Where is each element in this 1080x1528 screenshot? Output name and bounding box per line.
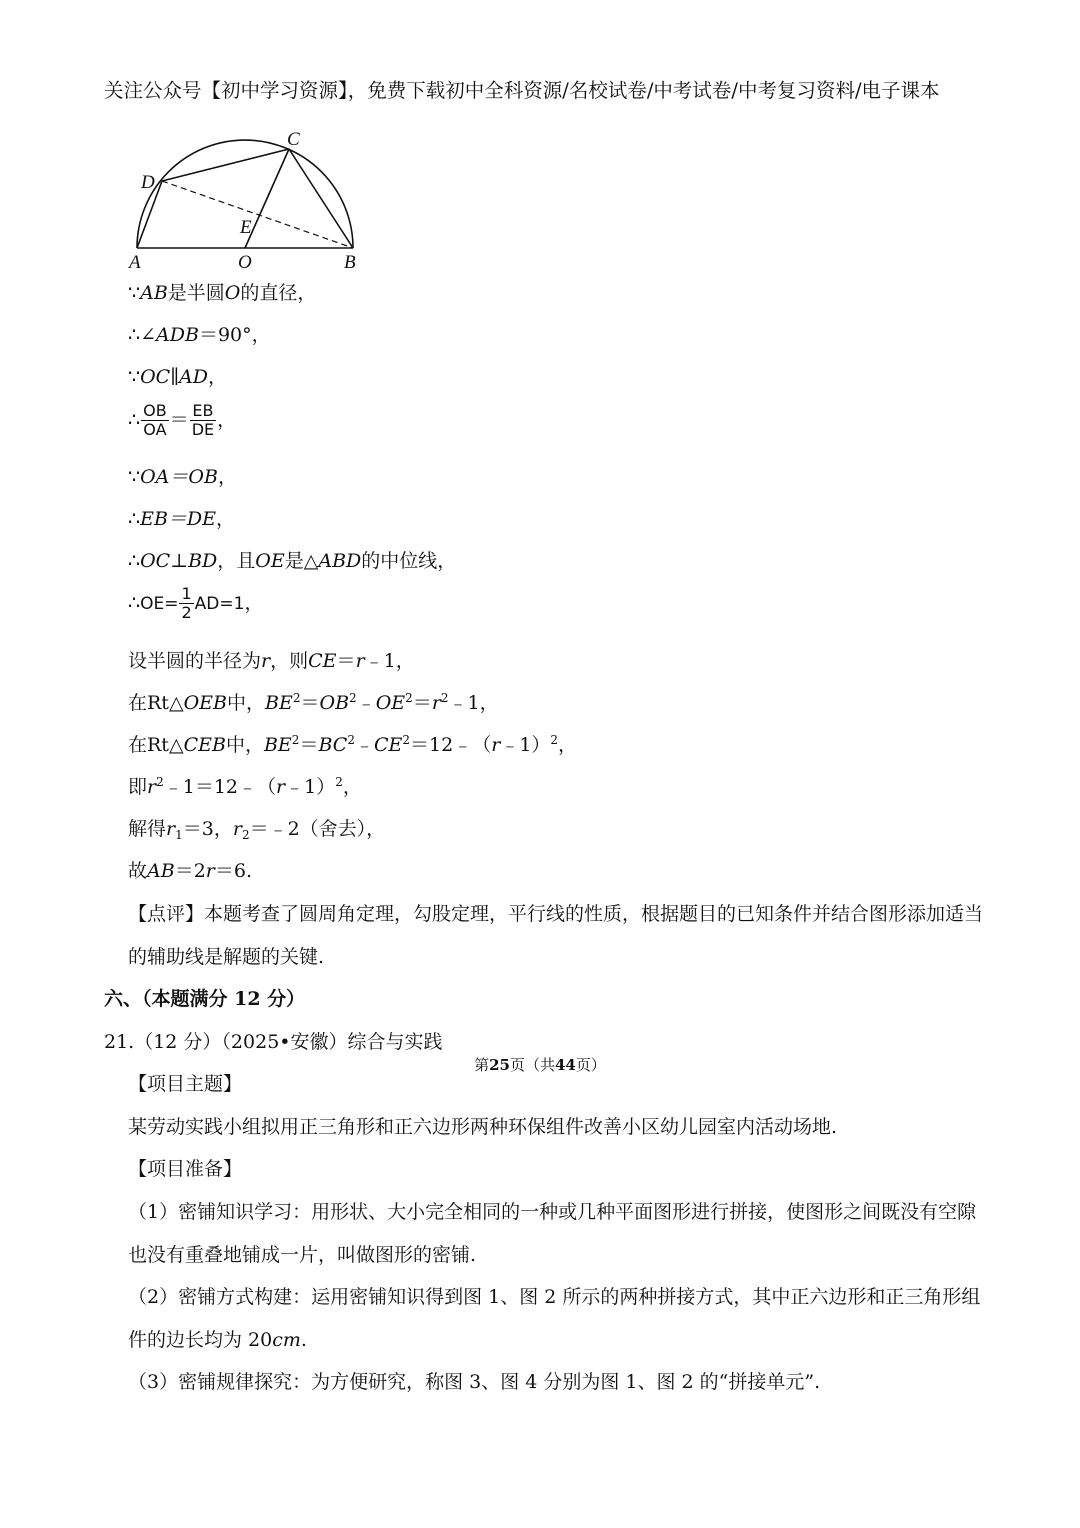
label-d: D bbox=[141, 172, 155, 193]
solution-line-3: ∵OC∥AD， bbox=[128, 366, 227, 388]
prep-item-3: （3）密铺规律探究：为方便研究，称图 3、图 4 分别为图 1、图 2 的“拼接单元”. bbox=[128, 1371, 821, 1393]
solution-line-1: ∵AB是半圆O的直径， bbox=[128, 282, 317, 304]
prep-item-1-line-2: 也没有重叠地铺成一片，叫做图形的密铺. bbox=[128, 1244, 477, 1266]
comment-line-1: 【点评】本题考查了圆周角定理，勾股定理，平行线的性质，根据题目的已知条件并结合图形添加适当 bbox=[128, 903, 984, 925]
page-footer: 第25页（共44页） bbox=[474, 1056, 606, 1074]
prep-item-2-line-1: （2）密铺方式构建：运用密铺知识得到图 1、图 2 所示的两种拼接方式，其中正六边形和正三角形组 bbox=[128, 1286, 981, 1308]
project-prep-heading: 【项目准备】 bbox=[128, 1158, 243, 1180]
label-a: A bbox=[129, 252, 141, 272]
label-c: C bbox=[287, 129, 300, 150]
page-header: 关注公众号【初中学习资源】，免费下载初中全科资源/名校试卷/中考试卷/中考复习资料/电子课本 bbox=[104, 79, 940, 102]
segment-cb bbox=[289, 149, 353, 248]
comment-line-2: 的辅助线是解题的关键. bbox=[128, 946, 325, 968]
label-o: O bbox=[238, 252, 252, 272]
section-six-heading: 六、（本题满分 12 分） bbox=[104, 988, 306, 1010]
semicircle-geometry-figure bbox=[120, 122, 370, 272]
solution-line-9: 设半圆的半径为r，则CE＝r﹣1， bbox=[128, 650, 415, 672]
segment-db-dashed bbox=[162, 181, 353, 248]
solution-line-7: ∴OC⊥BD，且OE是△ABD的中位线， bbox=[128, 550, 457, 572]
prep-item-2-line-2: 件的边长均为 20cm. bbox=[128, 1329, 307, 1351]
solution-line-10: 在Rt△OEB中，$BE^2=OB^2﹣OE^2=r^2﹣1$， bbox=[128, 691, 499, 714]
fraction-one-half: $\frac{1}{2}$ bbox=[181, 584, 192, 623]
solution-line-14: 故AB＝2r＝6. bbox=[128, 860, 253, 882]
solution-line-2: ∴∠ADB＝90°， bbox=[128, 324, 271, 346]
segment-dc bbox=[162, 149, 289, 181]
question-21-title: 21.（12 分）（2025•安徽）综合与实践 bbox=[104, 1031, 443, 1053]
prep-item-1-line-1: （1）密铺知识学习：用形状、大小完全相同的一种或几种平面图形进行拼接，使图形之间既没有空隙 bbox=[128, 1201, 977, 1223]
solution-line-12: 即$r^2﹣1=12﹣(r﹣1)^2$， bbox=[128, 775, 362, 798]
label-b: B bbox=[344, 252, 356, 272]
project-topic-heading: 【项目主题】 bbox=[128, 1073, 243, 1095]
label-e: E bbox=[240, 217, 252, 238]
fraction-eb-de: $\frac{EB}{DE}$ bbox=[191, 401, 215, 440]
solution-line-11: 在Rt△CEB中，$BE^2=BC^2﹣CE^2=12﹣(r﹣1)^2$， bbox=[128, 733, 578, 756]
solution-line-4: ∴ $\frac{OB}{OA}$ ＝ $\frac{EB}{DE}$ ， bbox=[128, 401, 237, 440]
solution-line-6: ∴EB＝DE， bbox=[128, 508, 236, 530]
fraction-ob-oa: $\frac{OB}{OA}$ bbox=[143, 401, 167, 440]
solution-line-8: ∴OE= $\frac{1}{2}$ AD=1， bbox=[128, 584, 264, 623]
solution-line-13: 解得$r_1=3$，$r_2=﹣2$（舍去）， bbox=[128, 818, 386, 842]
solution-line-5: ∵OA＝OB， bbox=[128, 466, 237, 488]
project-topic-text: 某劳动实践小组拟用正三角形和正六边形两种环保组件改善小区幼儿园室内活动场地. bbox=[128, 1116, 838, 1138]
